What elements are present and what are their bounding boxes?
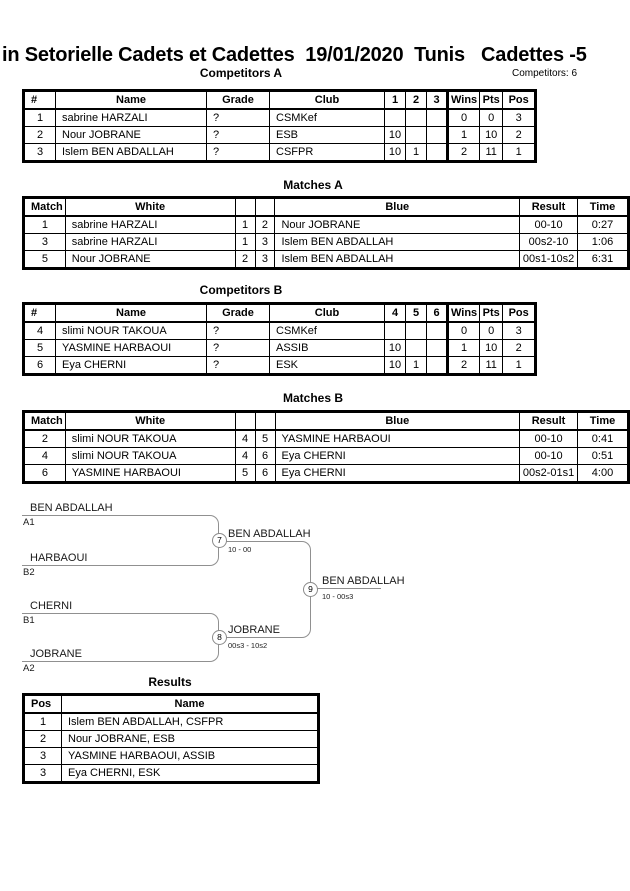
cell-white-num: 5 [235, 465, 255, 483]
cell-name: Islem BEN ABDALLAH, CSFPR [62, 713, 319, 731]
cell-white-num: 4 [235, 448, 255, 465]
cell-blue: Islem BEN ABDALLAH [275, 234, 520, 251]
cell-match-no: 5 [24, 251, 66, 269]
col-header [235, 412, 255, 431]
col-header: Club [270, 304, 385, 323]
cell-white: slimi NOUR TAKOUA [65, 448, 235, 465]
table-row [24, 448, 629, 465]
cell-wins: 1 [448, 340, 480, 357]
bracket-slot-seed: B2 [23, 567, 35, 578]
table-row [24, 430, 629, 448]
col-header: Pos [503, 91, 536, 110]
cell-blue-num: 2 [255, 216, 275, 234]
cell-name: Eya CHERNI, ESK [62, 765, 319, 783]
bracket-slot-name: CHERNI [30, 600, 73, 612]
table-row [24, 109, 536, 127]
table-header-row [24, 91, 536, 110]
cell-score [406, 109, 427, 127]
bracket-final-score: 10 - 00s3 [322, 592, 354, 601]
cell-pts: 11 [480, 357, 503, 375]
col-header: White [65, 198, 235, 217]
col-header: Blue [275, 412, 520, 431]
cell-white: Nour JOBRANE [65, 251, 235, 269]
table-header-row [24, 412, 629, 431]
cell-white: YASMINE HARBAOUI [65, 465, 235, 483]
cell-blue-num: 3 [255, 251, 275, 269]
cell-grade: ? [207, 357, 270, 375]
cell-result: 00s2-01s1 [520, 465, 578, 483]
cell-result: 00s1-10s2 [520, 251, 578, 269]
cell-pos: 2 [24, 731, 62, 748]
cell-pts: 11 [480, 144, 503, 162]
col-header [255, 412, 275, 431]
cell-score: 10 [385, 144, 406, 162]
cell-name: Islem BEN ABDALLAH [56, 144, 207, 162]
col-header: Wins [448, 91, 480, 110]
table-row [24, 234, 629, 251]
cell-time: 0:51 [578, 448, 629, 465]
bracket-slot-seed: B1 [23, 615, 35, 626]
cell-blue: Eya CHERNI [275, 448, 520, 465]
cell-blue-num: 6 [255, 448, 275, 465]
col-header: Time [578, 412, 629, 431]
cell-pos: 2 [503, 127, 536, 144]
table-header-row [24, 198, 629, 217]
col-header: Name [56, 304, 207, 323]
table-row [24, 731, 319, 748]
cell-blue-num: 6 [255, 465, 275, 483]
table-header-row [24, 304, 536, 323]
col-header: 3 [427, 91, 448, 110]
bracket-winner-name: BEN ABDALLAH [228, 528, 311, 540]
competitors-a-table [22, 89, 537, 163]
cell-club: CSMKef [270, 109, 385, 127]
section-heading-matches-b: Matches B [282, 391, 344, 405]
col-header: Pos [503, 304, 536, 323]
col-header: 5 [406, 304, 427, 323]
cell-club: CSMKef [270, 322, 385, 340]
col-header: Pts [480, 304, 503, 323]
table-row [24, 216, 629, 234]
cell-time: 4:00 [578, 465, 629, 483]
col-header: Club [270, 91, 385, 110]
matches-a-table [22, 196, 630, 270]
table-row [24, 251, 629, 269]
col-header: Time [578, 198, 629, 217]
page-title: in Setorielle Cadets et Cadettes 19/01/2020 Tunis Cadettes -5 [2, 44, 587, 66]
col-header: Match [24, 198, 66, 217]
bracket-match-score: 10 - 00 [228, 545, 252, 554]
cell-wins: 1 [448, 127, 480, 144]
cell-club: ESK [270, 357, 385, 375]
cell-name: Eya CHERNI [56, 357, 207, 375]
cell-pts: 10 [480, 127, 503, 144]
cell-wins: 2 [448, 144, 480, 162]
col-header: Pos [24, 695, 62, 714]
col-header [235, 198, 255, 217]
cell-num: 3 [24, 144, 56, 162]
cell-score [427, 322, 448, 340]
cell-score: 10 [385, 127, 406, 144]
bracket-match-score: 00s3 - 10s2 [228, 641, 268, 650]
cell-grade: ? [207, 109, 270, 127]
table-row [24, 713, 319, 731]
cell-grade: ? [207, 144, 270, 162]
col-header: Result [520, 412, 578, 431]
cell-white-num: 1 [235, 216, 255, 234]
col-header: # [24, 91, 56, 110]
cell-white-num: 1 [235, 234, 255, 251]
table-row [24, 465, 629, 483]
cell-result: 00-10 [520, 216, 578, 234]
col-header: Name [62, 695, 319, 714]
bracket-match8-number: 8 [212, 630, 227, 645]
bracket-match9-number: 9 [303, 582, 318, 597]
cell-blue: YASMINE HARBAOUI [275, 430, 520, 448]
cell-blue: Islem BEN ABDALLAH [275, 251, 520, 269]
cell-num: 1 [24, 109, 56, 127]
cell-score [406, 340, 427, 357]
cell-match-no: 1 [24, 216, 66, 234]
cell-pts: 0 [480, 322, 503, 340]
col-header: Pts [480, 91, 503, 110]
col-header: Blue [275, 198, 520, 217]
competitors-b-table [22, 302, 537, 376]
cell-blue: Nour JOBRANE [275, 216, 520, 234]
cell-num: 6 [24, 357, 56, 375]
col-header: # [24, 304, 56, 323]
cell-pos: 3 [24, 765, 62, 783]
cell-result: 00s2-10 [520, 234, 578, 251]
matches-b-table [22, 410, 630, 484]
cell-match-no: 2 [24, 430, 66, 448]
bracket-slot-seed: A2 [23, 663, 35, 674]
cell-match-no: 3 [24, 234, 66, 251]
table-row [24, 357, 536, 375]
cell-result: 00-10 [520, 448, 578, 465]
competitors-count: Competitors: 6 [512, 68, 578, 79]
cell-club: ESB [270, 127, 385, 144]
cell-score: 10 [385, 340, 406, 357]
results-table [22, 693, 320, 784]
col-header: 6 [427, 304, 448, 323]
cell-num: 2 [24, 127, 56, 144]
col-header: 2 [406, 91, 427, 110]
cell-name: slimi NOUR TAKOUA [56, 322, 207, 340]
cell-score: 1 [406, 144, 427, 162]
cell-pos: 3 [503, 109, 536, 127]
bracket-match7-number: 7 [212, 533, 227, 548]
cell-pos: 3 [24, 748, 62, 765]
section-heading-competitors-b: Competitors B [199, 283, 283, 297]
cell-time: 6:31 [578, 251, 629, 269]
cell-score [427, 127, 448, 144]
cell-time: 1:06 [578, 234, 629, 251]
cell-white-num: 2 [235, 251, 255, 269]
cell-score [406, 322, 427, 340]
cell-num: 5 [24, 340, 56, 357]
col-header: Wins [448, 304, 480, 323]
cell-match-no: 4 [24, 448, 66, 465]
cell-blue-num: 3 [255, 234, 275, 251]
bracket-slot-seed: A1 [23, 517, 35, 528]
cell-white: sabrine HARZALI [65, 234, 235, 251]
cell-pos: 2 [503, 340, 536, 357]
cell-score [427, 144, 448, 162]
cell-result: 00-10 [520, 430, 578, 448]
cell-wins: 2 [448, 357, 480, 375]
cell-name: Nour JOBRANE, ESB [62, 731, 319, 748]
bracket-winner-name: JOBRANE [228, 624, 280, 636]
bracket-final-line [317, 588, 381, 590]
table-row [24, 340, 536, 357]
cell-white-num: 4 [235, 430, 255, 448]
col-header: 1 [385, 91, 406, 110]
cell-score [385, 109, 406, 127]
col-header [255, 198, 275, 217]
cell-name: Nour JOBRANE [56, 127, 207, 144]
cell-score [406, 127, 427, 144]
col-header: Grade [207, 304, 270, 323]
cell-grade: ? [207, 322, 270, 340]
cell-blue: Eya CHERNI [275, 465, 520, 483]
cell-score [385, 322, 406, 340]
cell-grade: ? [207, 127, 270, 144]
cell-grade: ? [207, 340, 270, 357]
bracket-champion-name: BEN ABDALLAH [322, 575, 405, 587]
bracket-slot-name: HARBAOUI [30, 552, 88, 564]
cell-score [427, 109, 448, 127]
cell-pos: 3 [503, 322, 536, 340]
table-row [24, 765, 319, 783]
bracket-slot-name: JOBRANE [30, 648, 82, 660]
cell-match-no: 6 [24, 465, 66, 483]
cell-score [427, 340, 448, 357]
table-row [24, 144, 536, 162]
col-header: Match [24, 412, 66, 431]
cell-white: sabrine HARZALI [65, 216, 235, 234]
cell-pts: 10 [480, 340, 503, 357]
cell-name: YASMINE HARBAOUI, ASSIB [62, 748, 319, 765]
cell-name: YASMINE HARBAOUI [56, 340, 207, 357]
col-header: Grade [207, 91, 270, 110]
cell-blue-num: 5 [255, 430, 275, 448]
cell-pos: 1 [503, 357, 536, 375]
cell-name: sabrine HARZALI [56, 109, 207, 127]
table-row [24, 322, 536, 340]
cell-score: 1 [406, 357, 427, 375]
col-header: Name [56, 91, 207, 110]
cell-time: 0:27 [578, 216, 629, 234]
cell-pts: 0 [480, 109, 503, 127]
col-header: Result [520, 198, 578, 217]
cell-score: 10 [385, 357, 406, 375]
cell-pos: 1 [503, 144, 536, 162]
col-header: White [65, 412, 235, 431]
cell-time: 0:41 [578, 430, 629, 448]
section-heading-results: Results [148, 675, 192, 689]
table-row [24, 127, 536, 144]
cell-club: ASSIB [270, 340, 385, 357]
cell-white: slimi NOUR TAKOUA [65, 430, 235, 448]
section-heading-matches-a: Matches A [283, 178, 343, 192]
bracket-slot-name: BEN ABDALLAH [30, 502, 113, 514]
cell-club: CSFPR [270, 144, 385, 162]
cell-pos: 1 [24, 713, 62, 731]
cell-score [427, 357, 448, 375]
col-header: 4 [385, 304, 406, 323]
table-row [24, 748, 319, 765]
section-heading-competitors-a: Competitors A [199, 66, 283, 80]
table-header-row [24, 695, 319, 714]
cell-wins: 0 [448, 322, 480, 340]
cell-num: 4 [24, 322, 56, 340]
cell-wins: 0 [448, 109, 480, 127]
